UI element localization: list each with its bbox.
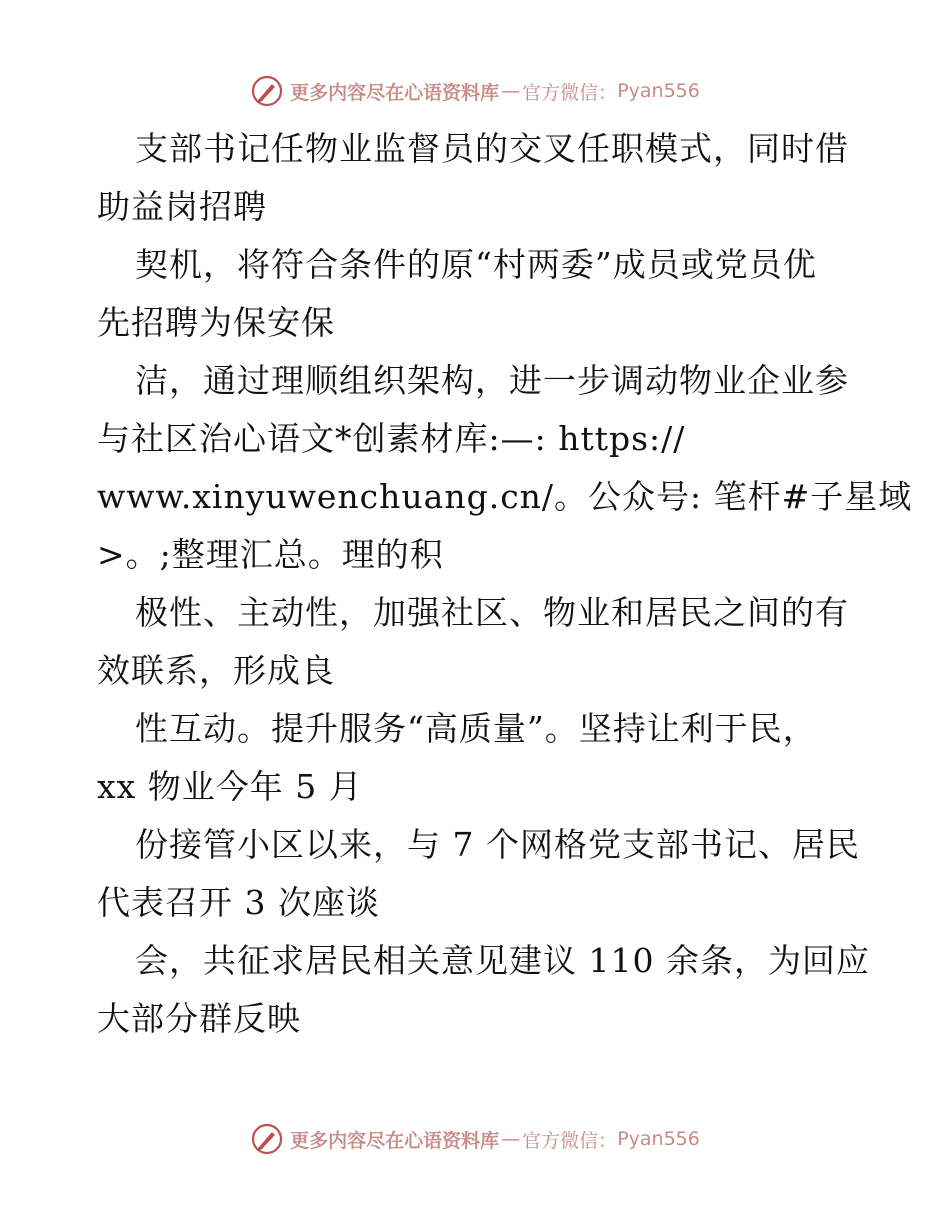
document-body [97,120,913,1048]
header-watermark [0,71,950,111]
text-line: 先招聘为保安保 [97,303,335,342]
watermark-separator: — [501,1128,521,1150]
text-line-url: www.xinyuwenchuang.cn/。公众号: 笔杆#子星域 [97,477,913,516]
text-line: 性互动。提升服务“高质量”。坚持让利于民， [135,709,817,748]
text-line: 助益岗招聘 [97,187,267,226]
text-line: 洁，通过理顺组织架构，进一步调动物业企业参 [135,361,849,400]
watermark-wechat-id: Pyan556 [617,1128,700,1150]
text-line: >。;整理汇总。理的积 [97,535,444,574]
text-line: 会，共征求居民相关意见建议 110 余条，为回应 [135,941,870,980]
text-line: 效联系，形成良 [97,651,335,690]
watermark-separator: — [501,80,521,102]
watermark-main-text: 更多内容尽在心语资料库 [290,1129,500,1152]
text-line: 份接管小区以来，与 7 个网格党支部书记、居民 [135,825,860,864]
text-line: 大部分群反映 [97,999,301,1038]
footer-watermark [0,1119,950,1159]
pen-circle-logo-icon [250,74,284,108]
watermark-wechat-id: Pyan556 [617,80,700,102]
text-line: 极性、主动性，加强社区、物业和居民之间的有 [135,593,849,632]
text-line: 代表召开 3 次座谈 [97,883,380,922]
text-line: 契机，将符合条件的原“村两委”成员或党员优 [135,245,817,284]
watermark-suffix: 官方微信： [522,1129,618,1152]
text-line: xx 物业今年 5 月 [97,767,363,806]
pen-circle-logo-icon [250,1122,284,1156]
text-line: 支部书记任物业监督员的交叉任职模式，同时借 [135,129,849,168]
watermark-main-text: 更多内容尽在心语资料库 [290,81,500,104]
watermark-suffix: 官方微信： [522,81,618,104]
text-line: 与社区治心语文*创素材库:—: https:// [97,419,686,458]
